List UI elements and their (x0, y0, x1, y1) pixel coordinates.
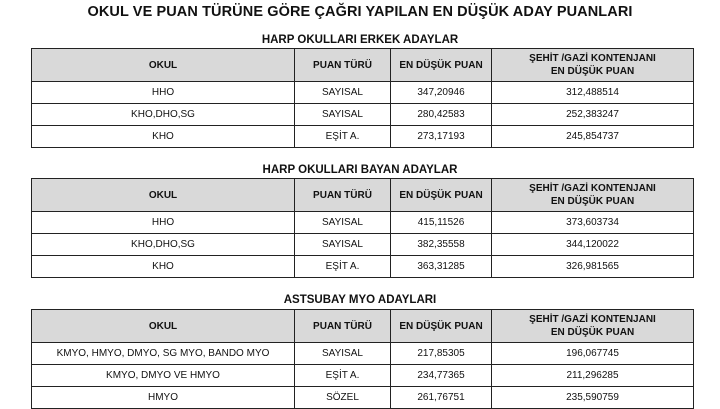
table-row (32, 212, 694, 234)
cell-puan-turu: SÖZEL (295, 387, 391, 409)
table-header-row (32, 310, 694, 343)
score-table-bayan (31, 178, 694, 278)
table-header-row (32, 49, 694, 82)
header-sehit-gazi (492, 49, 694, 82)
cell-okul: KHO (32, 256, 295, 278)
cell-okul: KHO (32, 126, 295, 148)
header-en-dusuk-puan: EN DÜŞÜK PUAN (391, 310, 492, 343)
cell-en-dusuk: 217,85305 (391, 343, 492, 365)
score-table-astsubay (31, 309, 694, 409)
section-title-bayan: HARP OKULLARI BAYAN ADAYLAR (262, 164, 458, 176)
cell-puan-turu: EŞİT A. (295, 256, 391, 278)
cell-en-dusuk: 234,77365 (391, 365, 492, 387)
cell-en-dusuk: 415,11526 (391, 212, 492, 234)
cell-en-dusuk: 280,42583 (391, 104, 492, 126)
section-title-erkek: HARP OKULLARI ERKEK ADAYLAR (261, 34, 459, 46)
cell-okul: KHO,DHO,SG (32, 234, 295, 256)
cell-okul: KHO,DHO,SG (32, 104, 295, 126)
cell-puan-turu: SAYISAL (295, 212, 391, 234)
header-okul: OKUL (32, 49, 295, 82)
cell-en-dusuk: 363,31285 (391, 256, 492, 278)
cell-puan-turu: SAYISAL (295, 234, 391, 256)
header-okul: OKUL (32, 310, 295, 343)
cell-puan-turu: SAYISAL (295, 104, 391, 126)
cell-sehit: 235,590759 (492, 387, 694, 409)
cell-okul: HMYO (32, 387, 295, 409)
cell-sehit: 312,488514 (492, 82, 694, 104)
header-en-dusuk-puan: EN DÜŞÜK PUAN (391, 49, 492, 82)
header-sehit-gazi (492, 179, 694, 212)
header-okul: OKUL (32, 179, 295, 212)
cell-sehit: 252,383247 (492, 104, 694, 126)
header-sehit-line2: EN DÜŞÜK PUAN (550, 327, 635, 338)
header-sehit-line1: ŞEHİT /GAZİ KONTENJANI (529, 314, 656, 325)
table-row (32, 365, 694, 387)
cell-puan-turu: SAYISAL (295, 343, 391, 365)
cell-en-dusuk: 382,35558 (391, 234, 492, 256)
cell-okul: HHO (32, 212, 295, 234)
table-row (32, 82, 694, 104)
header-sehit-line2: EN DÜŞÜK PUAN (550, 196, 635, 207)
cell-sehit: 373,603734 (492, 212, 694, 234)
cell-sehit: 326,981565 (492, 256, 694, 278)
cell-puan-turu: EŞİT A. (295, 365, 391, 387)
score-table-erkek (31, 48, 694, 148)
cell-sehit: 344,120022 (492, 234, 694, 256)
header-puan-turu: PUAN TÜRÜ (295, 310, 391, 343)
header-sehit-gazi (492, 310, 694, 343)
table-row (32, 126, 694, 148)
table-header-row (32, 179, 694, 212)
table-row (32, 104, 694, 126)
header-puan-turu: PUAN TÜRÜ (295, 49, 391, 82)
table-row (32, 387, 694, 409)
cell-sehit: 245,854737 (492, 126, 694, 148)
cell-en-dusuk: 347,20946 (391, 82, 492, 104)
cell-okul: KMYO, DMYO VE HMYO (32, 365, 295, 387)
cell-okul: HHO (32, 82, 295, 104)
cell-okul: KMYO, HMYO, DMYO, SG MYO, BANDO MYO (32, 343, 295, 365)
header-puan-turu: PUAN TÜRÜ (295, 179, 391, 212)
header-sehit-line1: ŞEHİT /GAZİ KONTENJANI (529, 53, 656, 64)
table-row (32, 234, 694, 256)
header-en-dusuk-puan: EN DÜŞÜK PUAN (391, 179, 492, 212)
cell-sehit: 196,067745 (492, 343, 694, 365)
table-row (32, 343, 694, 365)
cell-en-dusuk: 261,76751 (391, 387, 492, 409)
cell-puan-turu: EŞİT A. (295, 126, 391, 148)
header-sehit-line1: ŞEHİT /GAZİ KONTENJANI (529, 183, 656, 194)
cell-en-dusuk: 273,17193 (391, 126, 492, 148)
cell-sehit: 211,296285 (492, 365, 694, 387)
cell-puan-turu: SAYISAL (295, 82, 391, 104)
document-title: OKUL VE PUAN TÜRÜNE GÖRE ÇAĞRI YAPILAN EN DÜŞÜK ADAY PUANLARI (87, 4, 633, 20)
header-sehit-line2: EN DÜŞÜK PUAN (550, 66, 635, 77)
section-title-astsubay: ASTSUBAY MYO ADAYLARI (283, 294, 437, 306)
table-row (32, 256, 694, 278)
